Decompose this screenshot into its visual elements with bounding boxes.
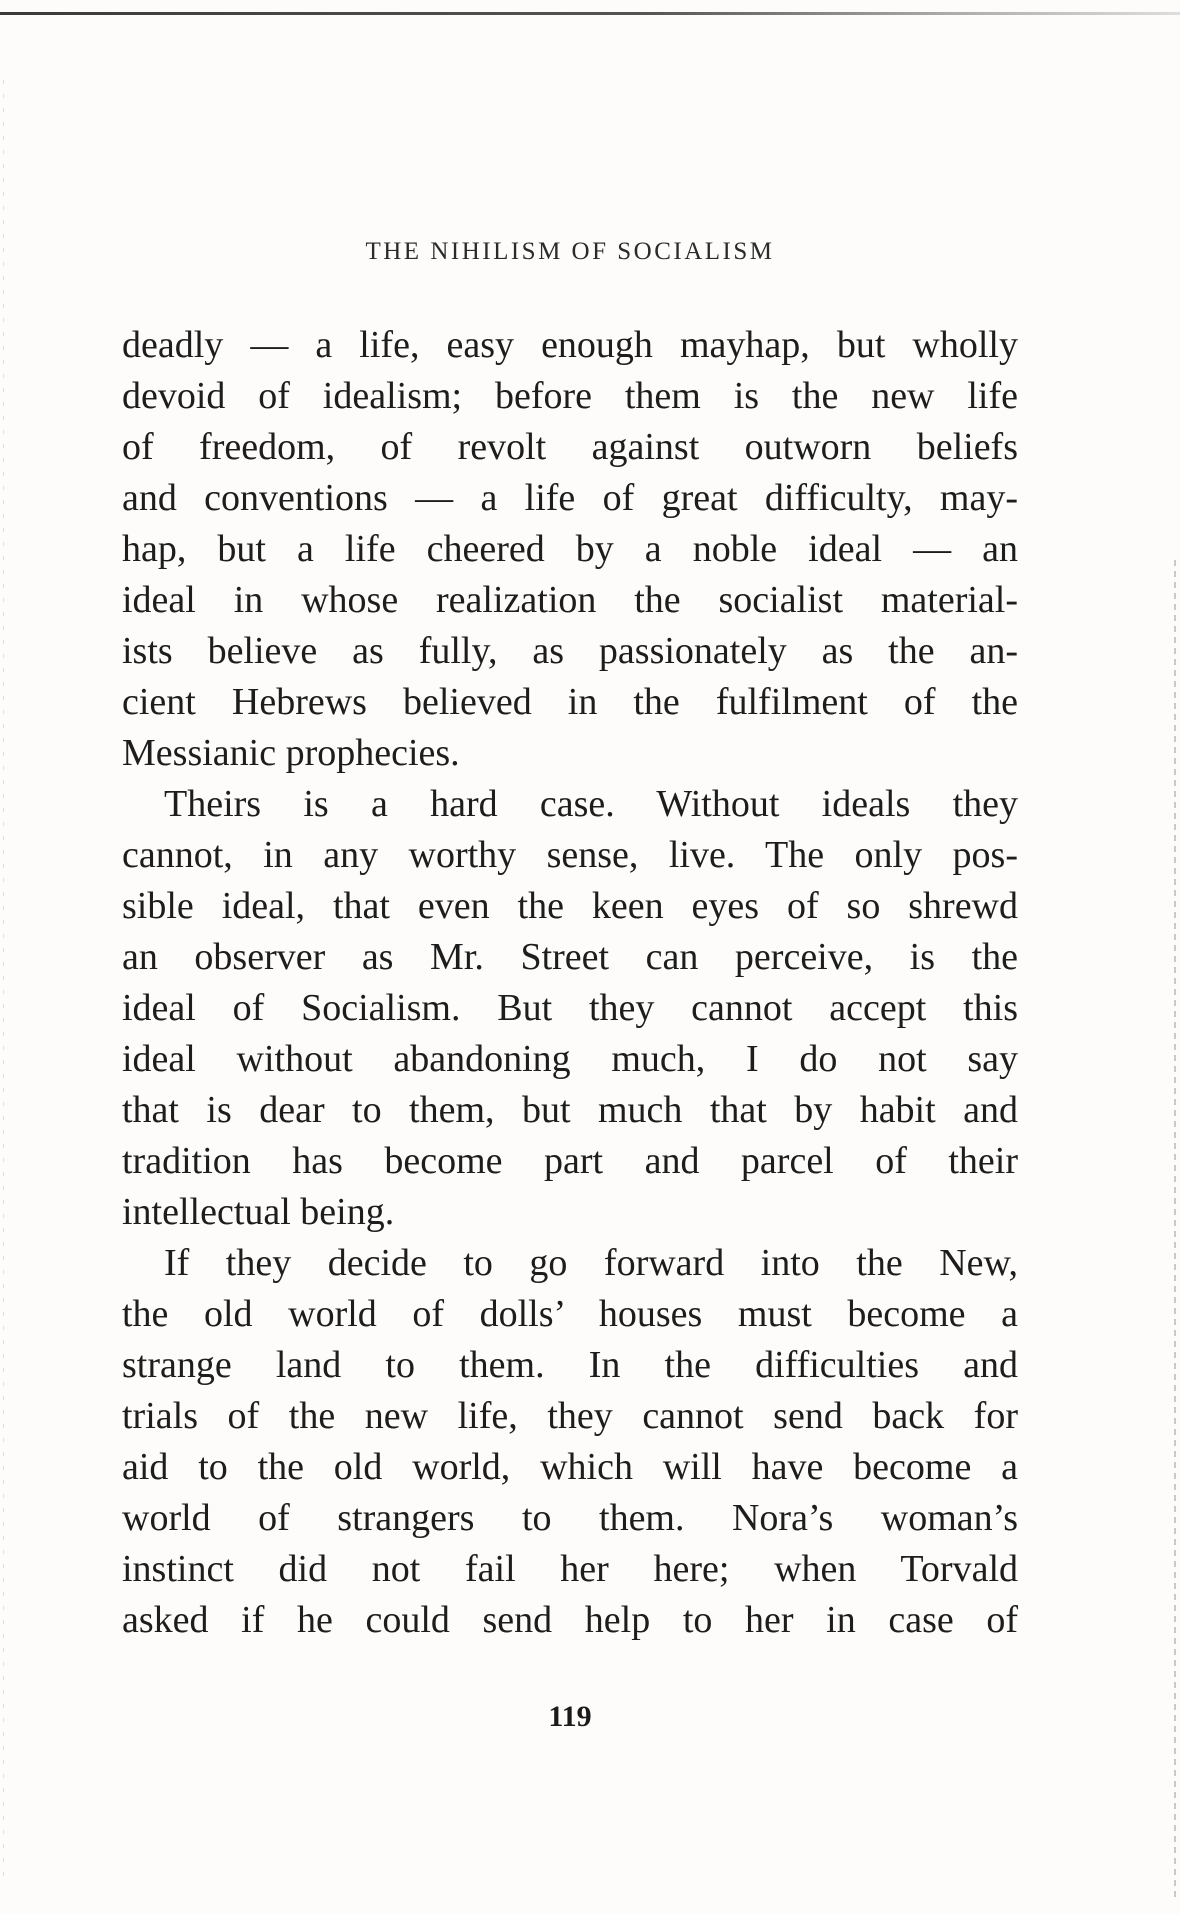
text-line: If they decide to go forward into the New,	[164, 1242, 1018, 1284]
text-line: deadly — a life, easy enough mayhap, but wholly	[122, 324, 1018, 366]
text-line: that is dear to them, but much that by habit and	[122, 1089, 1018, 1131]
paragraph	[122, 779, 1018, 1238]
text-line: of freedom, of revolt against outworn beliefs	[122, 426, 1018, 468]
page-edge-left	[3, 80, 4, 1880]
text-line: cient Hebrews believed in the fulfilment of the	[122, 681, 1018, 723]
body-text	[122, 320, 1018, 1646]
page-number: 119	[548, 1700, 592, 1733]
text-line: instinct did not fail her here; when Torvald	[122, 1548, 1018, 1590]
text-line: tradition has become part and parcel of their	[122, 1140, 1018, 1182]
text-line: ideal without abandoning much, I do not say	[122, 1038, 1018, 1080]
text-line: ideal of Socialism. But they cannot accept this	[122, 987, 1018, 1029]
text-line: intellectual being.	[122, 1191, 395, 1233]
text-line: the old world of dolls’ houses must become a	[122, 1293, 1018, 1335]
text-line: devoid of idealism; before them is the new life	[122, 375, 1018, 417]
page-edge-right	[1174, 560, 1176, 1900]
running-head: THE NIHILISM OF SOCIALISM	[365, 238, 775, 265]
text-line: Messianic prophecies.	[122, 732, 460, 774]
text-line: ideal in whose realization the socialist material-	[122, 579, 1018, 621]
text-line: sible ideal, that even the keen eyes of so shrewd	[122, 885, 1018, 927]
text-line: hap, but a life cheered by a noble ideal — an	[122, 528, 1018, 570]
paragraph	[122, 1238, 1018, 1646]
top-rule	[0, 12, 1180, 15]
text-line: an observer as Mr. Street can perceive, is the	[122, 936, 1018, 978]
text-line: aid to the old world, which will have become a	[122, 1446, 1018, 1488]
text-line: strange land to them. In the difficulties and	[122, 1344, 1018, 1386]
text-line: Theirs is a hard case. Without ideals they	[164, 783, 1018, 825]
text-line: trials of the new life, they cannot send back for	[122, 1395, 1018, 1437]
text-line: cannot, in any worthy sense, live. The only pos-	[122, 834, 1018, 876]
text-line: world of strangers to them. Nora’s woman’s	[122, 1497, 1018, 1539]
text-line: asked if he could send help to her in case of	[122, 1599, 1018, 1641]
text-line: and conventions — a life of great difficulty, may-	[122, 477, 1018, 519]
text-line: ists believe as fully, as passionately as the an-	[122, 630, 1018, 672]
paragraph	[122, 320, 1018, 779]
